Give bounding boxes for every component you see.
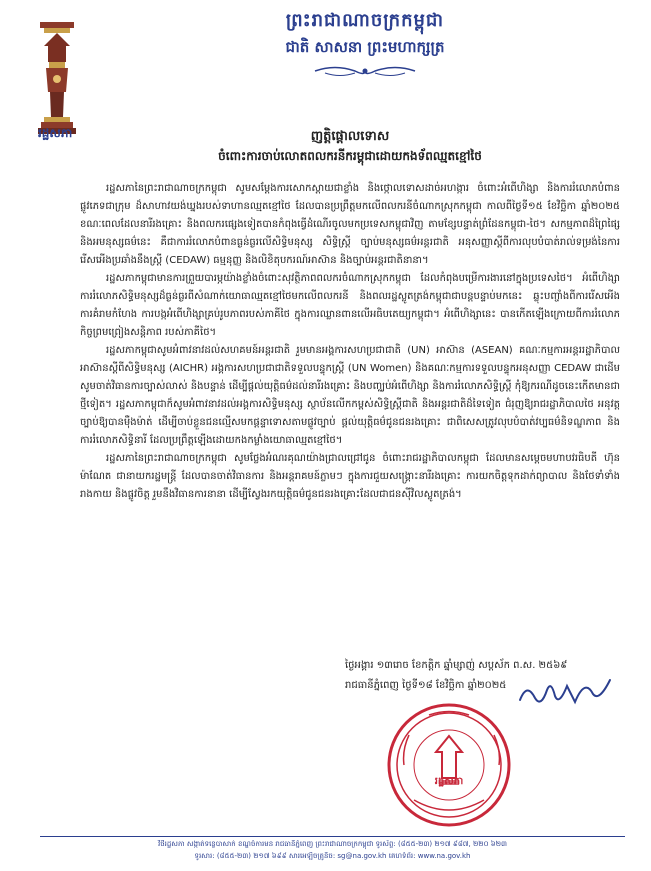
paragraph-2: រដ្ឋសភាកម្ពុជាមានការព្រួយបារម្ភយ៉ាងខ្លាំងចំពោះសុវត្ថិភាពពលករចំណាកស្រុកកម្ពុជា ដែលកំពុងបម្រើការងារនៅក្នុងប្រទេសថៃ។ អំពើហិង្សា ការរំលោភសិទ្ធិមនុស្សដ៏ធ្ងន់ធ្ងរពីសំណាក់យោធាឈ្មតខ្មៅថៃមកលើពលករនី និងពលរដ្ឋស្លូតត្រង់កម្ពុជាជាបន្តបន្ទាប់មកនេះ ឆ្លុះបញ្ចាំងពីការរើសអើង ការគំរាមកំហែង ការបង្កអំពើហិង្សាគ្រប់រូបភាពរបស់ភាគីថៃ ក្នុងការឈ្លានពានលើអធិបតេយ្យកម្ពុជា។ អំពើហិង្សានេះ បានកើតឡើងក្រោយពីការរំលោភកិច្ចព្រមព្រៀងសន្តិភាព របស់ភាគីថៃ។ [80,273,620,338]
document-title: ញត្តិផ្ដោលទោស [310,129,390,144]
paragraph-3: រដ្ឋសភាកម្ពុជាសូមអំពាវនាវដល់សហគមន៍អន្តរជាតិ រួមមានអង្គការសហប្រជាជាតិ (UN) អាស៊ាន (ASEAN) គណៈកម្មការអន្តររដ្ឋាភិបាលអាស៊ានស្ដីពីសិទ្ធិមនុស្ស (AICHR) អង្គការសហប្រជាជាតិទទួលបន្ទុកស្ត្រី (UN Women) និងគណៈកម្មការទទួលបន្ទុកអនុសញ្ញា CEDAW ជាដើម សូមចាត់វិធានការច្បាស់លាស់ និងបន្ទាន់ ដើម្បីផ្ដល់យុត្តិធម៌ដល់នារីរងគ្រោះ និងបញ្ឈប់អំពើហិង្សា និងការរំលោភសិទ្ធិស្ត្រី កុំឱ្យករណីដូចនេះកើតមានជាថ្មីទៀត។ រដ្ឋសភាកម្ពុជាក៏សូមអំពាវនាវដល់អង្គការសិទ្ធិមនុស្ស ស្ថាប័នលើកកម្ពស់សិទ្ធិស្ត្រីជាតិ និងអន្តរជាតិដ៏ទៃទៀត ជំរុញឱ្យរាជរដ្ឋាភិបាលថៃ អនុវត្តច្បាប់ឱ្យបានម៉ឺងម៉ាត់ ដើម្បីចាប់ខ្លួនជនល្មើសមកផ្ដន្ទាទោសតាមផ្លូវច្បាប់ ផ្ដល់យុត្តិធម៌ជូនជនរងគ្រោះ ជាពិសេសត្រូវលុបបំបាត់វប្បធម៌និទណ្ឌភាព និងការរំលោភសិទ្ធិនារី ដែលប្រព្រឹត្តឡើងដោយកងកម្លាំងយោធាឈ្មតខ្មៅថៃ។ [80,345,620,446]
footer-divider [40,836,625,837]
national-assembly-emblem-icon [36,22,78,137]
seal-label: រដ្ឋសភា [434,776,464,787]
footer-address: វិថីរដ្ឋសភា សង្កាត់ទន្លេបាសាក់ ខណ្ឌចំការមន រាជធានីភ្នំពេញ ព្រះរាជាណាចក្រកម្ពុជា ទូរស័ព្ទ: (៨៥៥-២៣) ២១៧ ៩៨៧, ២២០ ៦២៣ [157,840,508,848]
official-seal-icon [384,700,514,830]
paragraph-1: រដ្ឋសភានៃព្រះរាជាណាចក្រកម្ពុជា សូមសម្ដែងការសោកស្ដាយជាខ្លាំង និងថ្កោលទោសដាច់អហង្ការ ចំពោះអំពើហិង្សា និងការរំលោភបំពានផ្លូវភេទជាក្រុម ដ៏សាហាវយង់ឃ្នងរបស់ទាហានឈ្មតខ្មៅថៃ ដែលបានប្រព្រឹត្តមកលើពលករនីចំណាកស្រុកកម្ពុជា កាលពីថ្ងៃទី១៥ ខែវិច្ឆិកា ឆ្នាំ២០២៥ ខណៈពេលដែលនារីរងគ្រោះ និងពលករផ្សេងទៀតបានកំពុងធ្វើដំណើរចូលមកប្រទេសកម្ពុជាវិញ តាមខ្សែបន្ទាត់ព្រំដែនកម្ពុជា-ថៃ។ សកម្មភាពដ៏ព្រៃផ្សៃ និងអមនុស្សធម៌នេះ គឺជាការរំលោភបំពានធ្ងន់ធ្ងរលើសិទ្ធិមនុស្ស សិទ្ធិស្ត្រី ច្បាប់មនុស្សធម៌អន្តរជាតិ អនុសញ្ញាស្ដីពីការលុបបំបាត់រាល់ទម្រង់នៃការរើសអើងប្រឆាំងនឹងស្ត្រី (CEDAW) ធម្មនុញ្ញ និងលិខិតុបករណ៍អាស៊ាន និងច្បាប់អន្តរជាតិនានា។ [80,183,620,266]
kingdom-heading: ព្រះរាជាណាចក្រកម្ពុជា [285,10,445,31]
signature-icon [515,672,615,712]
national-motto: ជាតិ សាសនា ព្រះមហាក្សត្រ [285,38,445,56]
footer-contact: ទូរសារ: (៨៥៥-២៣) ២១៧ ៦៩៩ សារអេឡិចត្រូនិច: sg@na.gov.kh គេហទំព័រ: www.na.gov.kh [194,852,471,860]
solar-date: រាជធានីភ្នំពេញ ថ្ងៃទី១៨ ខែវិច្ឆិកា ឆ្នាំ២០២៥ [345,680,507,691]
statement-body [80,180,620,504]
header-ornament-icon [310,64,420,78]
paragraph-4: រដ្ឋសភានៃព្រះរាជាណាចក្រកម្ពុជា សូមថ្លែងអំណរគុណយ៉ាងជ្រាលជ្រៅជូន ចំពោះរាជរដ្ឋាភិបាលកម្ពុជា ដែលមានសម្ដេចមហាបវរធិបតី ហ៊ុន ម៉ាណែត ជានាយករដ្ឋមន្ត្រី ដែលបានចាត់វិធានការ និងអន្តរាគមន៍ភ្លាមៗ ក្នុងការជួយសង្គ្រោះនារីរងគ្រោះ ការយកចិត្តទុកដាក់ព្យាបាល និងថែទាំទាំងរាងកាយ និងផ្លូវចិត្ត រួមនឹងវិធានការនានា ដើម្បីស្វែងរកយុត្តិធម៌ជូនជនរងគ្រោះដែលជាជនស៊ីវិលស្លូតត្រង់។ [80,453,620,500]
document-subtitle: ចំពោះការចាប់លោតពលករនីករម្ពុជាដោយកងទ័ពឈ្មតខ្មៅថៃ [218,149,482,163]
lunar-date: ថ្ងៃអង្គារ ១៣រោច ខែកត្តិក ឆ្នាំម្សាញ់ សប្ដស័ក ព.ស. ២៥៦៩ [345,660,568,671]
institution-name: រដ្ឋសភា [38,126,73,140]
